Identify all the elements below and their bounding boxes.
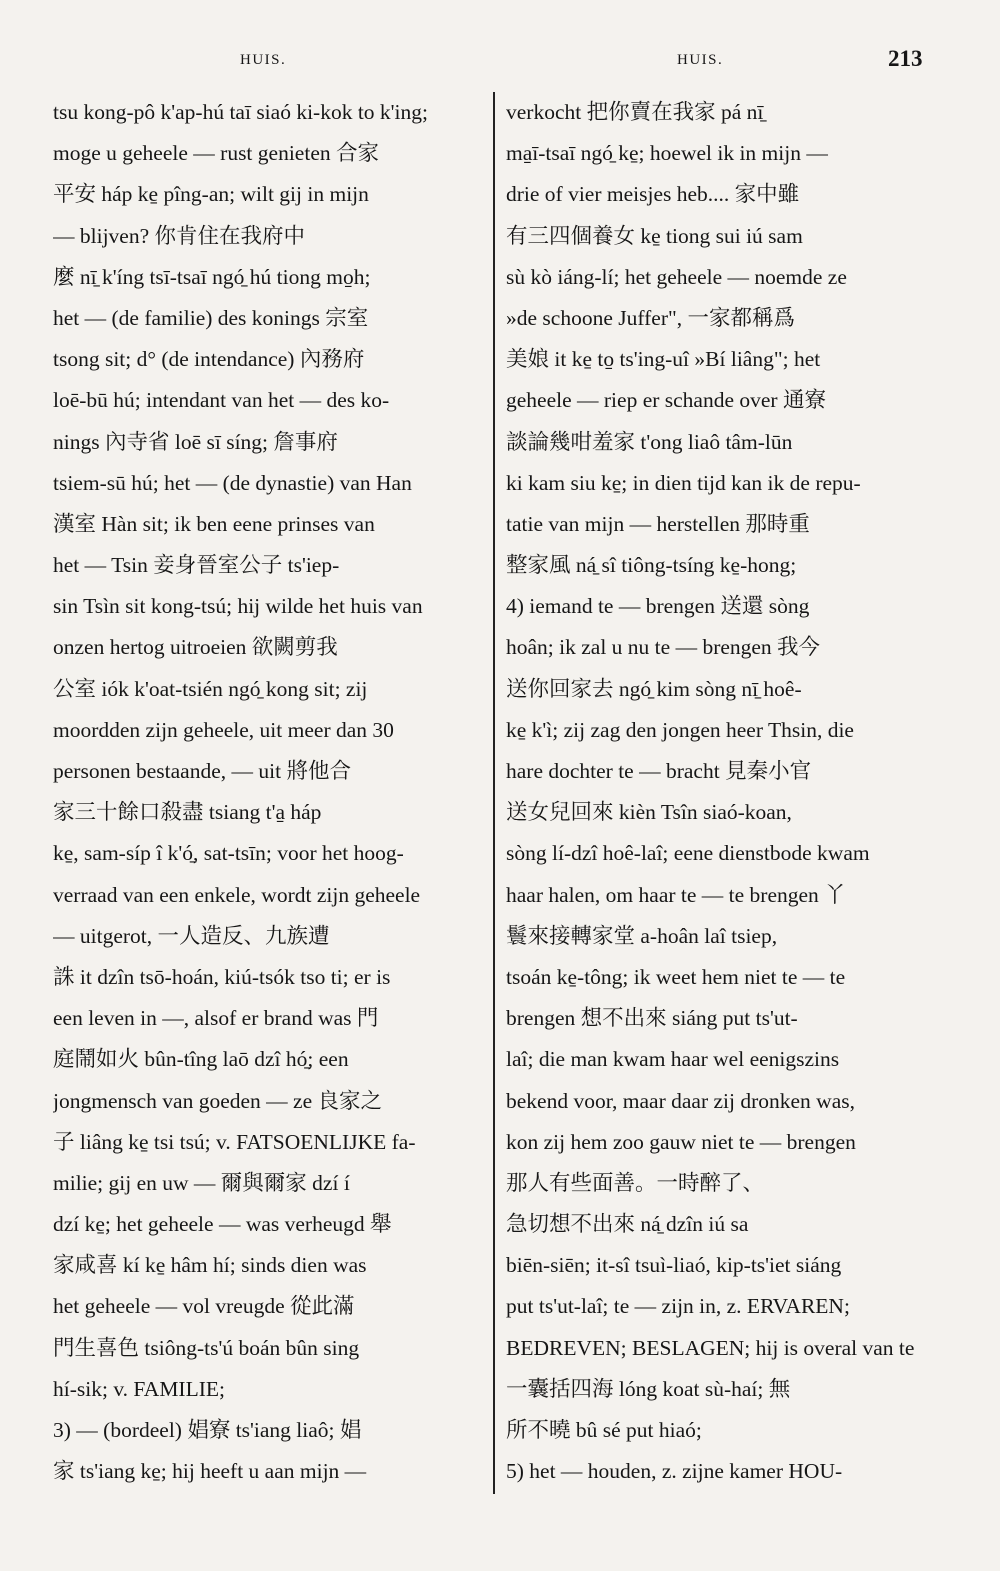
text-line: 子 liâng ke̱ tsi tsú; v. FATSOENLIJKE fa- [53, 1129, 416, 1154]
text-line: 鬟來接轉家堂 a-hoân laî tsiep, [506, 923, 778, 948]
text-line: BEDREVEN; BESLAGEN; hij is overal van te [506, 1335, 915, 1360]
text-line: onzen hertog uitroeien 欲闕剪我 [53, 635, 338, 660]
text-line: 有三四個養女 ke̱ tiong sui iú sam [506, 223, 803, 248]
text-line: een leven in —, alsof er brand was 門 [53, 1006, 379, 1031]
text-line: personen bestaande, — uit 將他合 [53, 759, 351, 783]
text-line: het geheele — vol vreugde 從此滿 [53, 1294, 355, 1319]
column-divider [493, 92, 495, 1494]
text-line: 那人有些面善。一時醉了、 [506, 1170, 765, 1195]
text-line: 急切想不出來 ná̱ dzîn iú sa [506, 1212, 749, 1237]
right-column [506, 92, 930, 1502]
text-line: 麼 nī̱ k'íng tsī-tsaī ngó̱ hú tiong mo̱h; [53, 264, 371, 289]
text-line: het — (de familie) des konings 宗室 [53, 305, 369, 330]
text-line: 公室 iók k'oat-tsién ngó̱ kong sit; zij [53, 676, 368, 701]
text-line: loē-bū hú; intendant van het — des ko- [53, 388, 390, 413]
text-line: tsu kong-pô k'ap-hú taī siaó ki-kok to k'ing; [53, 100, 429, 124]
text-line: geheele — riep er schande over 通寮 [506, 388, 826, 413]
text-line: 送你回家去 ngó̱ kim sòng nī̱ hoê- [506, 676, 802, 701]
text-line: 美娘 it ke̱ to̱ ts'ing-uî »Bí liâng"; het [506, 347, 821, 372]
text-line: — uitgerot, 一人造反、九族遭 [53, 923, 330, 948]
text-line: 一囊括四海 lóng koat sù-haí; 無 [506, 1376, 791, 1401]
text-line: 門生喜色 tsiông-ts'ú boán bûn sing [53, 1335, 360, 1360]
running-head [0, 48, 1000, 72]
text-line: »de schoone Juffer", 一家都稱爲 [506, 305, 796, 330]
text-line: brengen 想不出來 siáng put ts'ut- [506, 1006, 798, 1031]
left-running-title: HUIS. [240, 52, 287, 68]
text-line: sòng lí-dzî hoê-laî; eene dienstbode kwam [506, 841, 870, 866]
text-line: nings 內寺省 loē sī síng; 詹事府 [53, 429, 338, 454]
text-line: sù kò iáng-lí; het geheele — noemde ze [506, 264, 847, 289]
page-number: 213 [888, 46, 923, 71]
text-line: 談論幾咁羞家 t'ong liaô tâm-lūn [506, 429, 793, 454]
text-line: ma̱ī-tsaī ngó̱ ke̱; hoewel ik in mijn — [506, 141, 828, 166]
text-line: put ts'ut-laî; te — zijn in, z. ERVAREN; [506, 1294, 850, 1319]
text-line: moordden zijn geheele, uit meer dan 30 [53, 717, 394, 742]
text-line: verkocht 把你賣在我家 pá nī̱ [506, 100, 764, 124]
text-line: 3) — (bordeel) 娼寮 ts'iang liaô; 娼 [53, 1418, 362, 1442]
text-line: sin Tsìn sit kong-tsú; hij wilde het huis van [53, 594, 423, 619]
text-line: 誅 it dzîn tsō-hoán, kiú-tsók tso ti; er is [53, 964, 391, 989]
text-line: tatie van mijn — herstellen 那時重 [506, 511, 810, 536]
text-line: 平安 háp ke̱ pîng-an; wilt gij in mijn [53, 182, 369, 207]
text-line: hare dochter te — bracht 見秦小官 [506, 759, 812, 783]
text-line: 漢室 Hàn sit; ik ben eene prinses van [53, 511, 375, 536]
text-line: ke̱, sam-síp î k'ó̱, sat-tsīn; voor het hoog- [53, 841, 404, 866]
left-column [53, 92, 481, 1502]
text-line: 所不曉 bû sé put hiaó; [506, 1418, 702, 1442]
text-line: kon zij hem zoo gauw niet te — brengen [506, 1129, 856, 1154]
text-line: hí-sik; v. FAMILIE; [53, 1376, 225, 1401]
text-line: bekend voor, maar daar zij dronken was, [506, 1088, 855, 1113]
text-line: milie; gij en uw — 爾與爾家 dzí í [53, 1170, 350, 1195]
text-line: 4) iemand te — brengen 送還 sòng [506, 594, 810, 619]
text-line: jongmensch van goeden — ze 良家之 [53, 1088, 382, 1113]
text-line: ki kam siu ke̱; in dien tijd kan ik de repu- [506, 470, 861, 495]
text-line: tsong sit; d° (de intendance) 內務府 [53, 347, 365, 372]
right-running-title: HUIS. [677, 52, 724, 68]
text-line: ke̱ k'ì; zij zag den jongen heer Thsin, die [506, 717, 854, 742]
text-line: 家咸喜 kí ke̱ hâm hí; sinds dien was [53, 1253, 367, 1278]
text-line: het — Tsin 妾身晉室公子 ts'iep- [53, 553, 340, 578]
text-line: hoân; ik zal u nu te — brengen 我今 [506, 635, 821, 660]
text-line: — blijven? 你肯住在我府中 [53, 223, 306, 248]
text-line: verraad van een enkele, wordt zijn geheele [53, 882, 421, 907]
text-line: moge u geheele — rust genieten 合家 [53, 141, 379, 166]
text-line: drie of vier meisjes heb.... 家中雖 [506, 182, 800, 207]
text-line: biēn-siēn; it-sî tsuì-liaó, kip-ts'iet siáng [506, 1253, 842, 1278]
text-line: 庭鬧如火 bûn-tîng laō dzî hó̱; een [53, 1047, 349, 1072]
text-line: 整家風 ná̱ sî tiông-tsíng ke̱-hong; [506, 553, 797, 578]
text-line: tsiem-sū hú; het — (de dynastie) van Han [53, 470, 412, 495]
text-line: tsoán ke̱-tông; ik weet hem niet te — te [506, 964, 846, 989]
text-line: haar halen, om haar te — te brengen 丫 [506, 882, 846, 907]
text-line: 送女兒回來 kièn Tsîn siaó-koan, [506, 800, 792, 825]
text-line: 家 ts'iang ke̱; hij heeft u aan mijn — [53, 1459, 367, 1484]
text-line: laî; die man kwam haar wel eenigszins [506, 1047, 840, 1072]
text-line: dzí ke̱; het geheele — was verheugd 舉 [53, 1212, 392, 1237]
text-line: 5) het — houden, z. zijne kamer HOU- [506, 1459, 843, 1484]
text-line: 家三十餘口殺盡 tsiang t'a̱ háp [53, 800, 322, 825]
